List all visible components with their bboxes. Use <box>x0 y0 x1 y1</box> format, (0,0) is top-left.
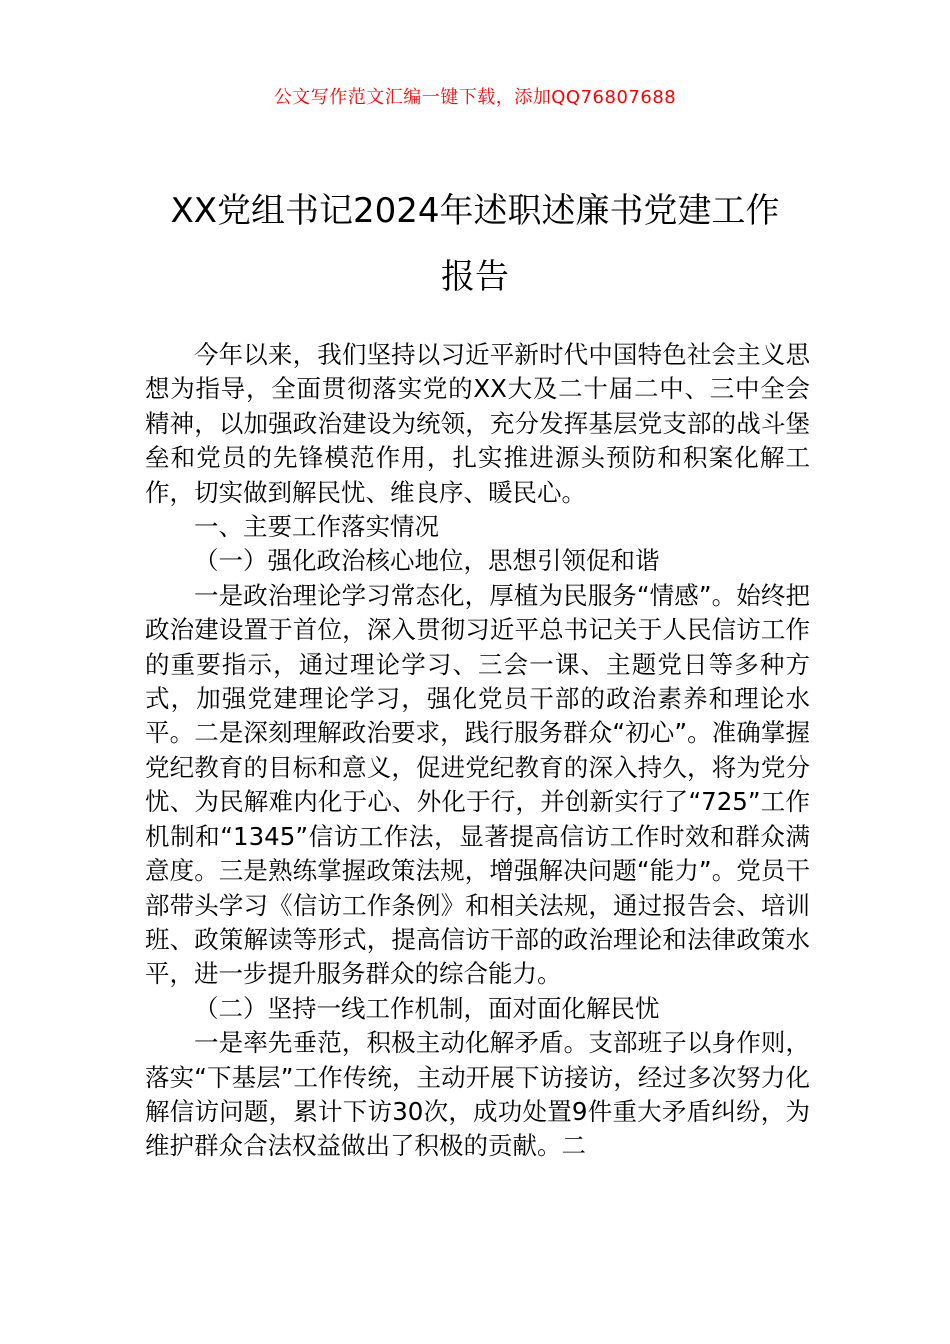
document-title <box>140 178 810 310</box>
document-title-line-1: XX党组书记2024年述职述廉书党建工作 <box>170 191 780 231</box>
subsection-heading-1: （一）强化政治核心地位，思想引领促和谐 <box>194 546 660 576</box>
intro-paragraph: 今年以来，我们坚持以习近平新时代中国特色社会主义思想为指导，全面贯彻落实党的XX大及二十届二中、三中全会精神，以加强政治建设为统领，充分发挥基层党支部的战斗堡垒和党员的先锋模范作用，扎实推进源头预防和积案化解工作，切实做到解民忧、维良序、暖民心。 <box>145 340 810 507</box>
section-heading: 一、主要工作落实情况 <box>194 512 439 542</box>
document-title-line-2: 报告 <box>441 257 509 297</box>
body-paragraph-1: 一是政治理论学习常态化，厚植为民服务“情感”。始终把政治建设置于首位，深入贯彻习近平总书记关于人民信访工作的重要指示，通过理论学习、三会一课、主题党日等多种方式，加强党建理论学习，强化党员干部的政治素养和理论水平。二是深刻理解政治要求，践行服务群众“初心”。准确掌握党纪教育的目标和意义，促进党纪教育的深入持久，将为党分忧、为民解难内化于心、外化于行，并创新实行了“725”工作机制和“1345”信访工作法，显著提高信访工作时效和群众满意度。三是熟练掌握政策法规，增强解决问题“能力”。党员干部带头学习《信访工作条例》和相关法规，通过报告会、培训班、政策解读等形式，提高信访干部的政治理论和法律政策水平，进一步提升服务群众的综合能力。 <box>145 580 810 989</box>
document-body <box>145 338 810 1164</box>
body-paragraph-2: 一是率先垂范，积极主动化解矛盾。支部班子以身作则，落实“下基层”工作传统，主动开展下访接访，经过多次努力化解信访问题，累计下访30次，成功处置9件重大矛盾纠纷，为维护群众合法权益做出了积极的贡献。二 <box>145 1028 810 1161</box>
subsection-heading-2: （二）坚持一线工作机制，面对面化解民忧 <box>194 993 660 1023</box>
download-notice: 公文写作范文汇编一键下载，添加QQ76807688 <box>273 87 677 108</box>
